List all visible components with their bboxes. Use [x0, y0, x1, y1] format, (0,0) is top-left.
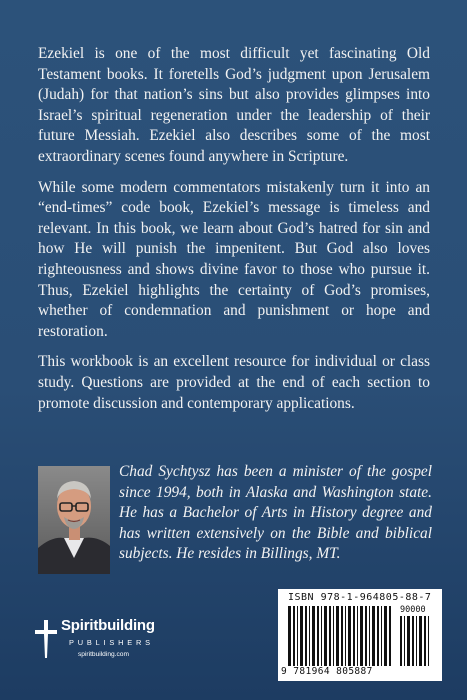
author-portrait-image	[38, 466, 110, 574]
book-description	[38, 44, 430, 424]
publisher-url: spiritbuilding.com	[78, 651, 129, 658]
price-code: 90000	[400, 605, 426, 615]
description-paragraph-2: While some modern commentators mistakenly turn it into an “end-times” code book, Ezekiel’s message is timeless and relevant. In this book, we learn about God’s hatred for sin and how He will punish the impenitent. But God also loves righteousness and shows divine favor to those who pursue it. Thus, Ezekiel highlights the certainty of God’s promises, whether of condemnation and punishment or hope and restoration.	[38, 178, 430, 340]
description-paragraph-3: This workbook is an excellent resource for individual or class study. Questions are provided at the end of each section to promote discussion and contemporary applications.	[38, 353, 430, 412]
main-barcode	[288, 606, 394, 666]
author-photo	[38, 466, 110, 574]
barcode-digits: 9 781964 805887	[281, 666, 373, 677]
cross-icon	[34, 620, 58, 658]
isbn-barcode	[278, 589, 442, 681]
isbn-number: ISBN 978-1-964805-88-7	[288, 592, 432, 603]
author-bio: Chad Sychtysz has been a minister of the gospel since 1994, both in Alaska and Washington state. He has a Bachelor of Arts in History degree and has written extensively on the Bible and biblical subjects. He resides in Billings, MT.	[119, 463, 432, 562]
publisher-name: Spiritbuilding	[61, 617, 155, 634]
publisher-subtitle: PUBLISHERS	[69, 638, 154, 647]
description-paragraph-1: Ezekiel is one of the most difficult yet fascinating Old Testament books. It foretells God’s judgment upon Jerusalem (Judah) for that nation’s sins but also provides glimpses into Israel’s spiritual regeneration under the leadership of their future Messiah. Ezekiel also describes some of the most extraordinary scenes found anywhere in Scripture.	[38, 45, 430, 165]
addon-barcode	[400, 616, 432, 666]
publisher-logo	[34, 617, 174, 667]
